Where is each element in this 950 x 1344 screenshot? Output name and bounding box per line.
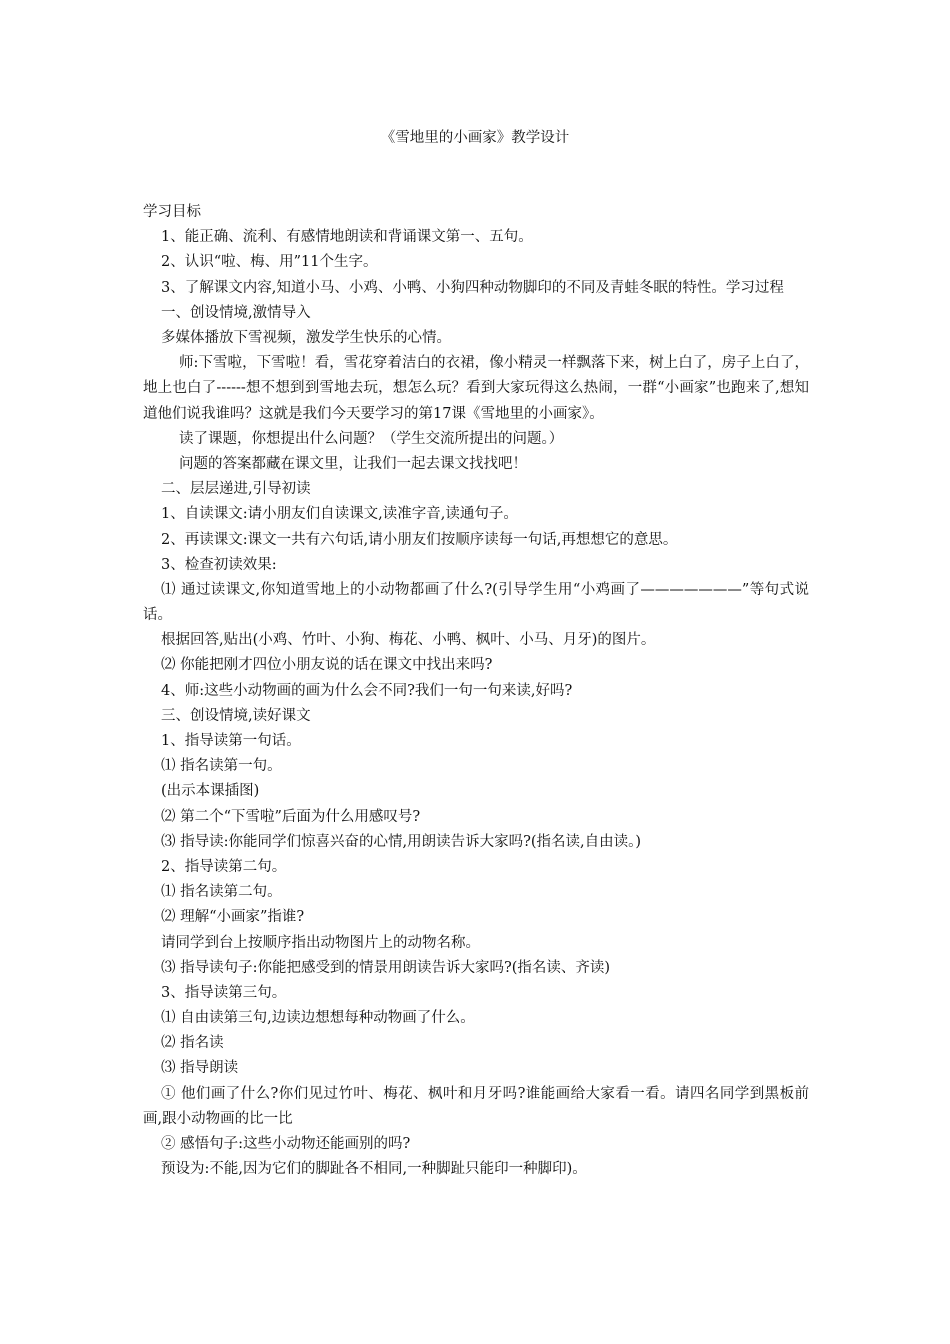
list-item: ⑴ 通过读课文,你知道雪地上的小动物都画了什么?(引导学生用“小鸡画了———————”等句式说话。 (143, 581, 809, 624)
list-item: ⑵ 理解“小画家”指谁? (161, 909, 305, 926)
list-item: ⑴ 指名读第一句。 (161, 758, 282, 775)
section-heading-1: 一、创设情境,激情导入 (161, 304, 311, 321)
teacher-intro-paragraph: 师:下雪啦，下雪啦！看，雪花穿着洁白的衣裙，像小精灵一样飘落下来，树上白了，房子上白了，地上也白了------想不想到到雪地去玩，想怎么玩？看到大家玩得这么热闹，一群“小画家”也跑来了,想知道他们说我谁吗？这就是我们今天要学习的第17课《雪地里的小画家》。 (143, 355, 809, 422)
list-item: ⑶ 指导读句子:你能把感受到的情景用朗读告诉大家吗?(指名读、齐读) (161, 959, 611, 976)
paragraph: 请同学到台上按顺序指出动物图片上的动物名称。 (161, 934, 480, 951)
list-item: ② 感悟句子:这些小动物还能画别的吗? (161, 1136, 411, 1153)
paragraph: (出示本课插图) (161, 783, 260, 800)
list-item: 3、检查初读效果: (161, 556, 277, 573)
list-item: ⑵ 第二个“下雪啦”后面为什么用感叹号? (161, 808, 421, 825)
list-item: 2、指导读第二句。 (161, 858, 287, 875)
goal-item-1: 1、能正确、流利、有感情地朗读和背诵课文第一、五句。 (161, 229, 533, 246)
document-title: 《雪地里的小画家》教学设计 (380, 130, 570, 146)
goal-item-2: 2、认识“啦、梅、用”11个生字。 (161, 254, 378, 271)
paragraph: 读了课题，你想提出什么问题？（学生交流所提出的问题。） (179, 430, 564, 447)
list-item: ① 他们画了什么?你们见过竹叶、梅花、枫叶和月牙吗?谁能画给大家看一看。请四名同学到黑板前画,跟小动物画的比一比 (143, 1085, 809, 1127)
list-item: 2、再读课文:课文一共有六句话,请小朋友们按顺序读每一句话,再想想它的意思。 (161, 531, 678, 548)
list-item: 3、指导读第三句。 (161, 984, 287, 1001)
list-item: 1、自读课文:请小朋友们自读课文,读准字音,读通句子。 (161, 506, 518, 523)
list-item: ⑴ 指名读第二句。 (161, 884, 282, 901)
list-item: 4、师:这些小动物画的画为什么会不同?我们一句一句来读,好吗? (161, 682, 573, 699)
section-heading-2: 二、层层递进,引导初读 (161, 481, 311, 498)
section-heading-goals: 学习目标 (143, 204, 201, 220)
list-item: 1、指导读第一句话。 (161, 733, 301, 750)
goal-item-3: 3、了解课文内容,知道小马、小鸡、小鸭、小狗四种动物脚印的不同及青蛙冬眠的特性。学习过程 (161, 279, 784, 296)
paragraph: 预设为:不能,因为它们的脚趾各不相同,一种脚趾只能印一种脚印)。 (161, 1161, 587, 1178)
list-item: ⑵ 指名读 (161, 1035, 224, 1052)
paragraph: 多媒体播放下雪视频，激发学生快乐的心情。 (161, 329, 451, 346)
list-item: ⑶ 指导读:你能同学们惊喜兴奋的心情,用朗读告诉大家吗?(指名读,自由读。) (161, 833, 642, 850)
paragraph: 根据回答,贴出(小鸡、竹叶、小狗、梅花、小鸭、枫叶、小马、月牙)的图片。 (161, 632, 656, 649)
section-heading-3: 三、创设情境,读好课文 (161, 707, 311, 724)
paragraph: 问题的答案都藏在课文里，让我们一起去课文找找吧！ (179, 455, 527, 472)
list-item: ⑴ 自由读第三句,边读边想想每种动物画了什么。 (161, 1010, 475, 1027)
list-item: ⑵ 你能把刚才四位小朋友说的话在课文中找出来吗? (161, 657, 493, 674)
document-body (143, 200, 809, 1182)
list-item: ⑶ 指导朗读 (161, 1060, 239, 1077)
